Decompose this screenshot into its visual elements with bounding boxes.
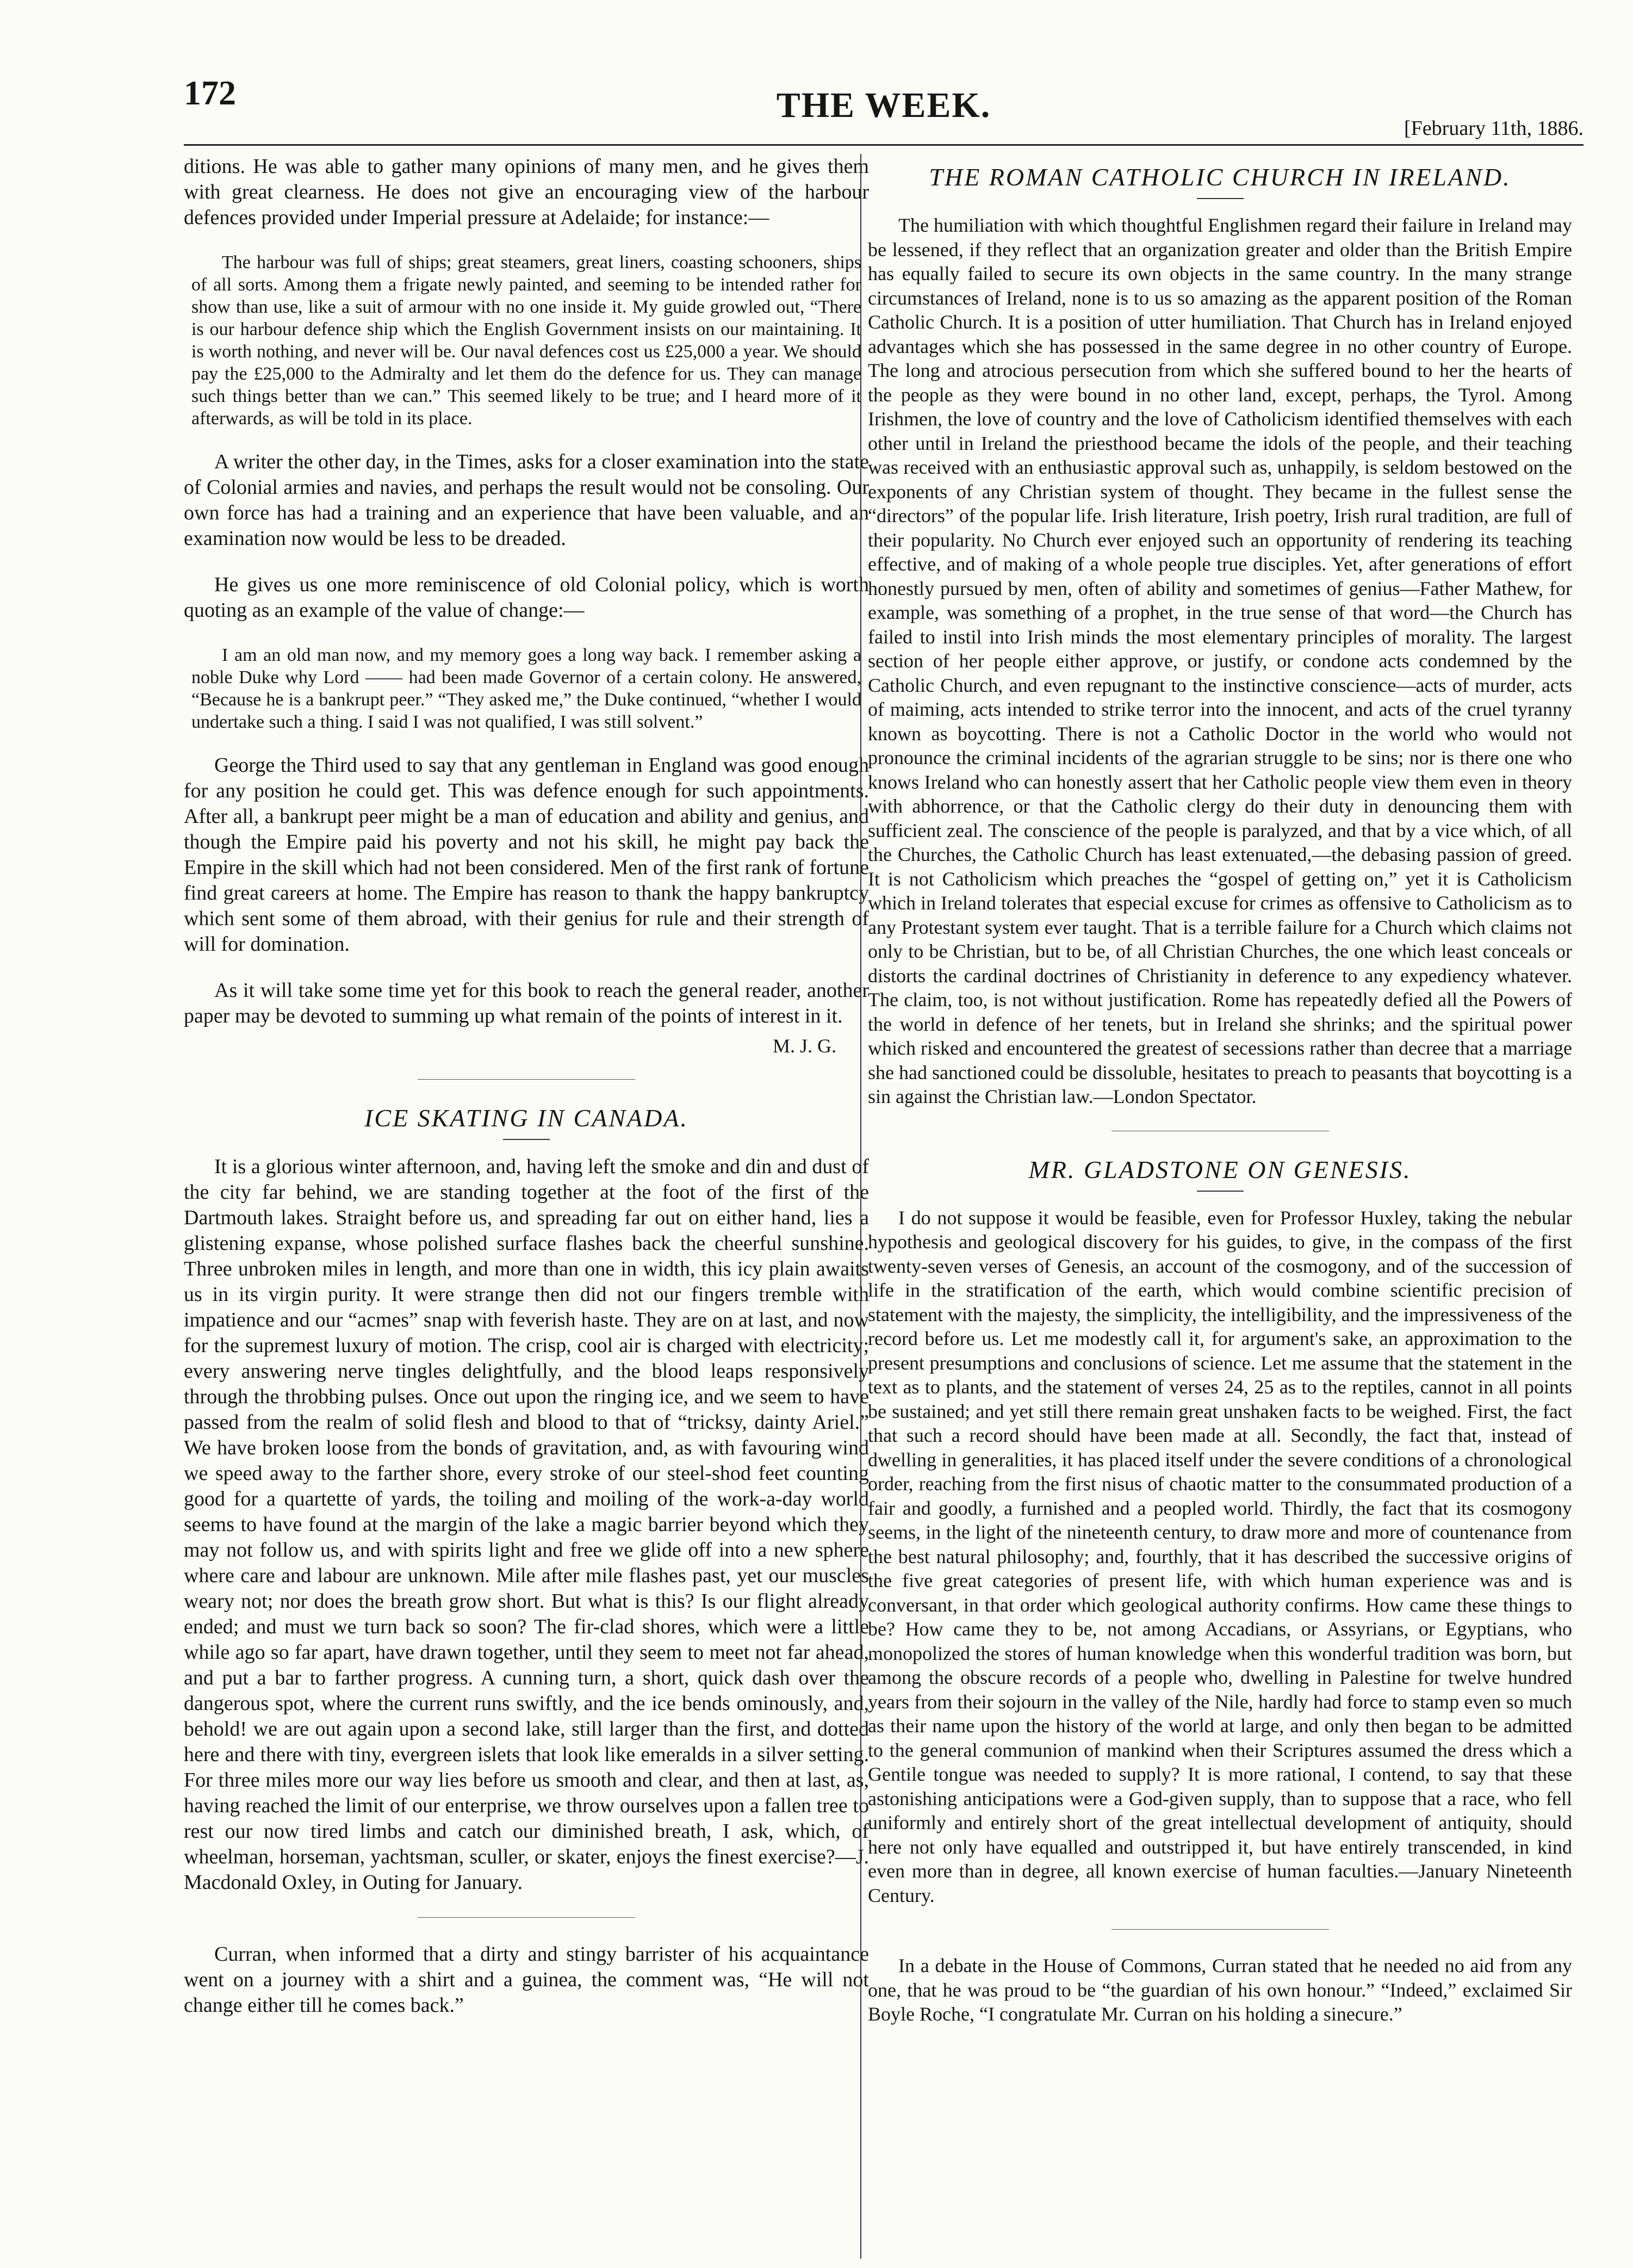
quote-harbour: The harbour was full of ships; great steamers, great liners, coasting schooners, ships of all sorts. Among them a frigate newly painted, and seeming to be intended rather for show than use, like a suit of armour with no one inside it. My guide growled out, “There is our harbour defence ship which the English Government insists on our maintaining. It is worth nothing, and never will be. Our naval defences cost us £25,000 a year. We should pay the £25,000 to the Admiralty and let them do the defence for us. They can manage such things better than we can.” This seemed likely to be true; and I heard more of it afterwards, as will be told in its place. — [191, 252, 861, 429]
review-intro: ditions. He was able to gather many opinions of many men, and he gives them with great clearness. He does not give an encouraging view of the harbour defences provided under Imperial pressure at Adelaide; for instance:— — [184, 155, 869, 229]
section-divider — [418, 1917, 635, 1918]
article-title: THE ROMAN CATHOLIC CHURCH IN IRELAND. — [929, 163, 1511, 191]
roman-catholic-article-text: The humiliation with which thoughtful Englishmen regard their failure in Ireland may be lessened, if they reflect that an organization greater and older than the British Empire has equally failed to secure its own objects in the same country. In the many strange circumstances of Ireland, none is to us so amazing as the apparent position of the Roman Catholic Church. It is a position of utter humiliation. That Church has in Ireland enjoyed advantages which she has possessed in the same degree in no other country of Europe. The long and atrocious persecution from which she suffered bound to her the hearts of the people as they were bound in no other land, except, perhaps, the Tyrol. Among Irishmen, the love of country and the love of Catholicism identified themselves with each other until in Ireland the priesthood became the idols of the people, and their teaching was received with an enthusiastic approval such as, unhappily, is seldom bestowed on the exponents of any Christian system of thought. They became in the fullest sense the “directors” of the popular life. Irish literature, Irish poetry, Irish rural tradition, are full of their popularity. No Church ever enjoyed such an opportunity of rendering its teaching effective, and of making of a whole people true disciples. Yet, after generations of effort honestly pursued by men, often of ability and sometimes of genius—Father Mathew, for example, was something of a prophet, in the true sense of that word—the Church has failed to instil into Irish minds the most elementary principles of morality. The largest section of her people either approve, or justify, or condone acts condemned by the Catholic Church, and even repugnant to the instinctive conscience—acts of murder, acts of maiming, acts intended to strike terror into the innocent, and acts of the cruel tyranny known as boycotting. There is not a Catholic Doctor in the world who would not pronounce the criminal incidents of the agrarian struggle to be sins; nor is there one who knows Ireland who can honestly assert that her Catholic people view them even in theory with abhorrence, or that the Catholic clergy do their duty in denouncing them with sufficient zeal. The conscience of the people is paralyzed, and that by a vice which, of all the Churches, the Catholic Church has least extenuated,—the debasing passion of greed. It is not Catholicism which preaches the “gospel of getting on,” yet it is Catholicism which in Ireland tolerates that especial excuse for crimes as offensive to Catholicism as to any Protestant system ever taught. That is a terrible failure for a Church which claims not only to be Christian, but to be, of all Christian Churches, the one which least conceals or distorts the cardinal doctrines of Christianity in deference to any expediency whatever. The claim, too, is not without justification. Rome has repeatedly defied all the Powers of the world in defence of her tenets, but in Ireland she shrinks; and the spiritual power which risked and encountered the greatest of secessions rather than decree that a marriage she had sanctioned could be dissoluble, hesitates to preach to peasants that boycotting is a sin against the Christian law.—London Spectator. — [868, 214, 1572, 1107]
dateline: [February 11th, 1886. — [1404, 117, 1584, 140]
page-header — [184, 64, 1584, 140]
title-rule — [503, 1139, 550, 1140]
block-quote — [184, 644, 869, 733]
review-paragraph: George the Third used to say that any gentleman in England was good enough for any position he could get. This was defence enough for such appointments. After all, a bankrupt peer might be a man of education and ability and genius, and though the Empire paid his poverty and not his skill, he might pay back the Empire in the skill which had not been considered. Men of the first rank of fortune find great careers at home. The Empire has reason to thank the happy bankruptcy which sent some of them abroad, with their genius for rule and their strength of will for domination. — [184, 754, 869, 956]
article-title: ICE SKATING IN CANADA. — [364, 1104, 688, 1132]
skating-article-text: It is a glorious winter afternoon, and, having left the smoke and din and dust of the city far behind, we are standing together at the foot of the first of the Dartmouth lakes. Straight before us, and spreading far out on either hand, lies a glistening expanse, whose polished surface flashes back the cheerful sunshine. Three unbroken miles in length, and more than one in width, this icy plain awaits us in its virgin purity. It were strange then did not our fingers tremble with impatience and our “acmes” snap with feverish haste. They are on at last, and now for the supremest luxury of motion. The crisp, cool air is charged with electricity; every answering nerve tingles delightfully, and the blood leaps responsively through the throbbing pulses. Once out upon the ringing ice, and we seem to have passed from the realm of solid flesh and blood to that of “tricksy, dainty Ariel.” We have broken loose from the bonds of gravitation, and, as with favouring wind we speed away to the farther shore, every stroke of our steel-shod feet counting good for a quartette of yards, the toiling and moiling of the work-a-day world seems to have found at the margin of the lake a magic barrier beyond which they may not follow us, and with spirits light and free we glide off into a new sphere where care and labour are unknown. Mile after mile flashes past, yet our muscles weary not; nor does the breath grow short. But what is this? Is our flight already ended; and must we turn back so soon? The fir-clad shores, which were a little while ago so far apart, have drawn together, until they seem to meet not far ahead, and put a bar to farther progress. A cunning turn, a short, quick dash over the dangerous spot, where the current runs swiftly, and the ice bends ominously, and, behold! we are out again upon a second lake, still larger than the first, and dotted here and there with tiny, evergreen islets that look like emeralds in a silver setting. For three miles more our way lies before us smooth and clear, and then at last, as, having reached the limit of our enterprise, we throw ourselves upon a fallen tree to rest our now tired limbs and catch our diminished breath, I ask, which, of wheelman, horseman, yachtsman, sculler, or skater, enjoys the finest exercise?—J. Macdonald Oxley, in Outing for January. — [184, 1155, 869, 1894]
header-rule — [184, 144, 1584, 146]
review-paragraph: He gives us one more reminiscence of old Colonial policy, which is worth quoting as an example of the value of change:— — [184, 573, 869, 622]
left-column — [184, 154, 869, 2039]
block-quote — [184, 251, 869, 430]
title-rule — [1197, 1191, 1244, 1192]
page-number: 172 — [184, 73, 236, 112]
gladstone-article-text: I do not suppose it would be feasible, even for Professor Huxley, taking the nebular hypothesis and geological discovery for his guides, to give, in the compass of the first twenty-seven verses of Genesis, an account of the cosmogony, and of the succession of life in the stratification of the earth, which would combine scientific precision of statement with the majesty, the simplicity, the intelligibility, and the impressiveness of the record before us. Let me modestly call it, for argument's sake, an approximation to the present presumptions and conclusions of science. Let me assume that the statement in the text as to plants, and the statement of verses 24, 25 as to the reptiles, cannot in all points be sustained; and yet still there remain great unshaken facts to be weighed. First, the fact that such a record should have been made at all. Secondly, the fact that, instead of dwelling in generalities, it has placed itself under the severe conditions of a chronological order, reaching from the first nisus of chaotic matter to the consummated production of a fair and goodly, a furnished and a peopled world. Thirdly, the fact that its cosmogony seems, in the light of the nineteenth century, to draw more and more of countenance from the best natural philosophy; and, fourthly, that it has described the successive origins of the five great categories of present life, with which human experience was and is conversant, in that order which geological authority confirms. How came these things to be? How came they to be, not among Accadians, or Assyrians, or Egyptians, who monopolized the stores of human knowledge when this wonderful tradition was born, but among the obscure records of a people who, dwelling in Palestine for twelve hundred years from their sojourn in the valley of the Nile, hardly had force to stamp even so much as their name upon the history of the world at large, and only then began to be admitted to the general communion of mankind when their Scriptures assumed the dress which a Gentile tongue was needed to supply? It is more rational, I contend, to say that these astonishing anticipations were a God-given supply, than to suppose that a race, who fell uniformly and entirely short of the great intellectual development of antiquity, should here not only have equalled and outstripped it, but have entirely transcended, in kind even more than in degree, all known exercise of human faculties.—January Nineteenth Century. — [868, 1206, 1572, 1906]
quote-duke: I am an old man now, and my memory goes a long way back. I remember asking a noble Duke why Lord —— had been made Governor of a certain colony. He answered, “Because he is a bankrupt peer.” “They asked me,” the Duke continued, “whether I would undertake such a thing. I said I was not qualified, I was still solvent.” — [191, 645, 861, 732]
review-paragraph: A writer the other day, in the Times, asks for a closer examination into the state of Colonial armies and navies, and perhaps the result would not be consoling. Our own force has had a training and an experience that have been valuable, and an examination now would be less to be dreaded. — [184, 450, 869, 550]
title-rule — [1197, 198, 1244, 199]
right-column — [868, 154, 1572, 2043]
section-divider — [418, 1079, 635, 1080]
debate-anecdote: In a debate in the House of Commons, Curran stated that he needed no aid from any one, that he was proud to be “the guardian of his own honour.” “Indeed,” exclaimed Sir Boyle Roche, “I congratulate Mr. Curran on his holding a sinecure.” — [868, 1955, 1572, 2025]
section-divider — [1112, 1929, 1329, 1930]
signature: M. J. G. — [772, 1035, 836, 1057]
column-rule — [860, 154, 861, 2259]
review-paragraph: As it will take some time yet for this book to reach the general reader, another paper may be devoted to summing up what remain of the points of interest in it. — [184, 979, 869, 1027]
article-title: MR. GLADSTONE ON GENESIS. — [1028, 1155, 1412, 1183]
curran-anecdote: Curran, when informed that a dirty and stingy barrister of his acquaintance went on a journey with a shirt and a guinea, the comment was, “He will not change either till he comes back.” — [184, 1943, 869, 2017]
masthead: THE WEEK. — [776, 85, 991, 125]
